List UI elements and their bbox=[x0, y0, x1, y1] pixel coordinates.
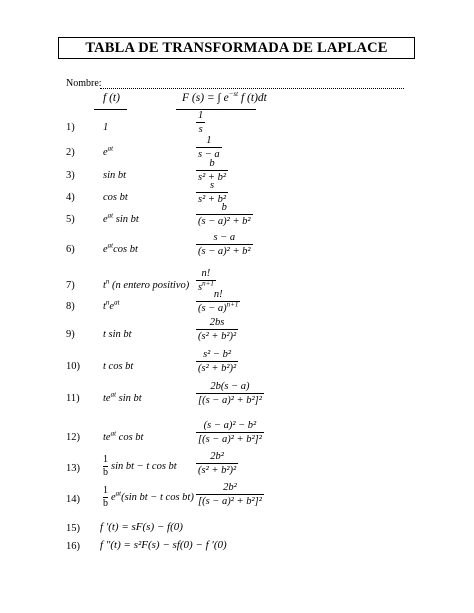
row-number: 9) bbox=[66, 329, 75, 340]
time-function bbox=[103, 122, 108, 133]
fraction-bar bbox=[196, 170, 228, 171]
function-exponent: at bbox=[107, 241, 114, 250]
fraction-bar bbox=[196, 393, 264, 394]
function-text: te bbox=[103, 393, 111, 404]
row-number: 11) bbox=[66, 393, 80, 404]
function-text-post: cos bt bbox=[113, 244, 138, 255]
function-text: sin bt − t cos bt bbox=[111, 460, 177, 472]
function-exponent: n bbox=[105, 277, 110, 286]
laplace-transform bbox=[196, 482, 264, 507]
row-number: 1) bbox=[66, 122, 75, 133]
function-text-post: sin bt bbox=[113, 214, 139, 225]
function-text-post: (n entero positivo) bbox=[109, 280, 190, 291]
function-text: t sin bt bbox=[103, 329, 132, 340]
laplace-transform bbox=[196, 202, 253, 227]
laplace-transform bbox=[196, 289, 240, 314]
row-number: 6) bbox=[66, 244, 75, 255]
time-function bbox=[103, 429, 144, 443]
transform-numerator: (s − a)² − b² bbox=[203, 420, 257, 431]
transform-numerator: 1 bbox=[198, 110, 204, 121]
function-text-post: sin bt bbox=[116, 393, 142, 404]
nombre-label: Nombre: bbox=[66, 78, 102, 89]
transform-denominator: (s − a)² + b² bbox=[198, 246, 251, 258]
property-equation: f ′(t) = sF(s) − f(0) bbox=[100, 521, 183, 533]
time-function bbox=[103, 455, 177, 478]
row-number: 15) bbox=[66, 523, 80, 534]
laplace-transform bbox=[196, 135, 222, 160]
laplace-transform bbox=[196, 451, 238, 476]
transform-numerator: s² − b² bbox=[203, 349, 232, 360]
row-number: 14) bbox=[66, 494, 80, 505]
time-function bbox=[103, 144, 114, 158]
row-number: 10) bbox=[66, 361, 80, 372]
transform-denominator: s² + b² bbox=[198, 194, 226, 206]
row-number: 5) bbox=[66, 214, 75, 225]
function-text: e bbox=[103, 147, 108, 158]
time-function bbox=[103, 361, 133, 372]
coef-den: b bbox=[103, 498, 108, 509]
page-title: TABLA DE TRANSFORMADA DE LAPLACE bbox=[85, 39, 388, 56]
denominator-exponent: n+1 bbox=[226, 300, 239, 309]
transform-numerator: b bbox=[209, 158, 215, 169]
header-rule-f bbox=[94, 109, 127, 110]
row-number: 7) bbox=[66, 280, 75, 291]
transform-numerator: n! bbox=[213, 289, 223, 300]
function-text-post: cos bt bbox=[116, 432, 144, 443]
function-exponent: at bbox=[107, 211, 114, 220]
row-number: 16) bbox=[66, 541, 80, 552]
coefficient-fraction bbox=[103, 486, 108, 509]
row-number: 4) bbox=[66, 192, 75, 203]
transform-denominator: $(s - a)^{n+1}$ bbox=[198, 300, 239, 315]
function-text: te bbox=[103, 432, 111, 443]
time-function bbox=[103, 486, 194, 509]
time-function bbox=[103, 329, 132, 340]
transform-denominator: s² + b² bbox=[198, 172, 226, 184]
transform-numerator: 2b(s − a) bbox=[210, 381, 250, 392]
function-text-post: e bbox=[109, 301, 115, 312]
row-number: 3) bbox=[66, 170, 75, 181]
row-number: 13) bbox=[66, 463, 80, 474]
fraction-bar bbox=[196, 214, 253, 215]
laplace-transform bbox=[196, 110, 205, 135]
transform-numerator: s bbox=[209, 180, 215, 191]
transform-numerator: 2b² bbox=[210, 451, 224, 462]
function-text: t bbox=[103, 280, 106, 291]
row-number: 12) bbox=[66, 432, 80, 443]
time-function bbox=[103, 298, 120, 312]
header-f: f (t) bbox=[103, 92, 120, 104]
fraction-bar bbox=[196, 432, 264, 433]
transform-numerator: 2bs bbox=[209, 317, 225, 328]
laplace-transform bbox=[196, 349, 238, 374]
header-F-lead: F (s) = ∫ e bbox=[182, 92, 229, 104]
transform-numerator: s − a bbox=[213, 232, 236, 243]
function-text-post: (sin bt − t cos bt) bbox=[121, 491, 194, 503]
coef-num: 1 bbox=[103, 485, 108, 496]
transform-denominator: (s² + b²)² bbox=[198, 331, 237, 343]
function-exponent: at bbox=[110, 429, 117, 438]
function-exponent: n bbox=[105, 298, 110, 307]
time-function bbox=[103, 277, 190, 291]
transform-denominator: s bbox=[198, 124, 203, 136]
header-F-exp: −st bbox=[228, 90, 239, 99]
transform-numerator: b bbox=[221, 202, 227, 213]
fraction-bar bbox=[196, 329, 238, 330]
transform-denominator: (s − a)² + b² bbox=[198, 216, 251, 228]
coef-num: 1 bbox=[103, 454, 108, 465]
function-text: e bbox=[111, 491, 116, 503]
header-rule-F bbox=[176, 109, 256, 110]
transform-denominator: $s^{n+1}$ bbox=[198, 279, 214, 294]
laplace-transform bbox=[196, 232, 253, 257]
laplace-transform bbox=[196, 381, 264, 406]
function-text: sin bt bbox=[103, 170, 127, 181]
time-function bbox=[103, 241, 138, 255]
title-box bbox=[58, 37, 415, 59]
laplace-transform bbox=[196, 317, 238, 342]
laplace-transform bbox=[196, 420, 264, 445]
fraction-bar bbox=[196, 122, 205, 123]
fraction-bar bbox=[196, 244, 253, 245]
time-function bbox=[103, 390, 142, 404]
time-function bbox=[103, 211, 139, 225]
denominator-exponent: n+1 bbox=[202, 279, 214, 288]
fraction-bar bbox=[196, 361, 238, 362]
transform-denominator: [(s − a)² + b²]² bbox=[198, 395, 262, 407]
transform-denominator: [(s − a)² + b²]² bbox=[198, 434, 262, 446]
row-number: 2) bbox=[66, 147, 75, 158]
row-number: 8) bbox=[66, 301, 75, 312]
fraction-bar bbox=[196, 192, 228, 193]
transform-numerator: 1 bbox=[206, 135, 212, 146]
property-equation: f ″(t) = s²F(s) − sf(0) − f ′(0) bbox=[100, 539, 227, 551]
function-text: cos bt bbox=[103, 192, 128, 203]
function-exponent-2: at bbox=[114, 298, 120, 307]
transform-denominator: (s² + b²)² bbox=[198, 465, 237, 477]
function-text: e bbox=[103, 214, 108, 225]
function-exponent: at bbox=[115, 489, 122, 498]
transform-numerator: 2b² bbox=[223, 482, 237, 493]
transform-denominator: s − a bbox=[198, 149, 220, 161]
function-text: t bbox=[103, 301, 106, 312]
fraction-bar bbox=[196, 494, 264, 495]
time-function bbox=[103, 170, 126, 181]
header-F bbox=[182, 92, 267, 104]
coefficient-fraction bbox=[103, 455, 108, 478]
time-function bbox=[103, 192, 128, 203]
fraction-bar bbox=[196, 147, 222, 148]
fraction-bar bbox=[196, 463, 238, 464]
function-text: e bbox=[103, 244, 108, 255]
nombre-field[interactable] bbox=[100, 88, 404, 89]
header-F-rest: f (t)dt bbox=[240, 92, 267, 104]
transform-denominator: [(s − a)² + b²]² bbox=[198, 496, 262, 508]
transform-numerator: n! bbox=[201, 268, 211, 279]
function-text: 1 bbox=[103, 122, 109, 133]
function-text: t cos bt bbox=[103, 361, 134, 372]
transform-denominator: (s² + b²)² bbox=[198, 363, 237, 375]
coef-den: b bbox=[103, 467, 108, 478]
function-exponent: at bbox=[107, 144, 114, 153]
function-exponent: at bbox=[110, 390, 117, 399]
